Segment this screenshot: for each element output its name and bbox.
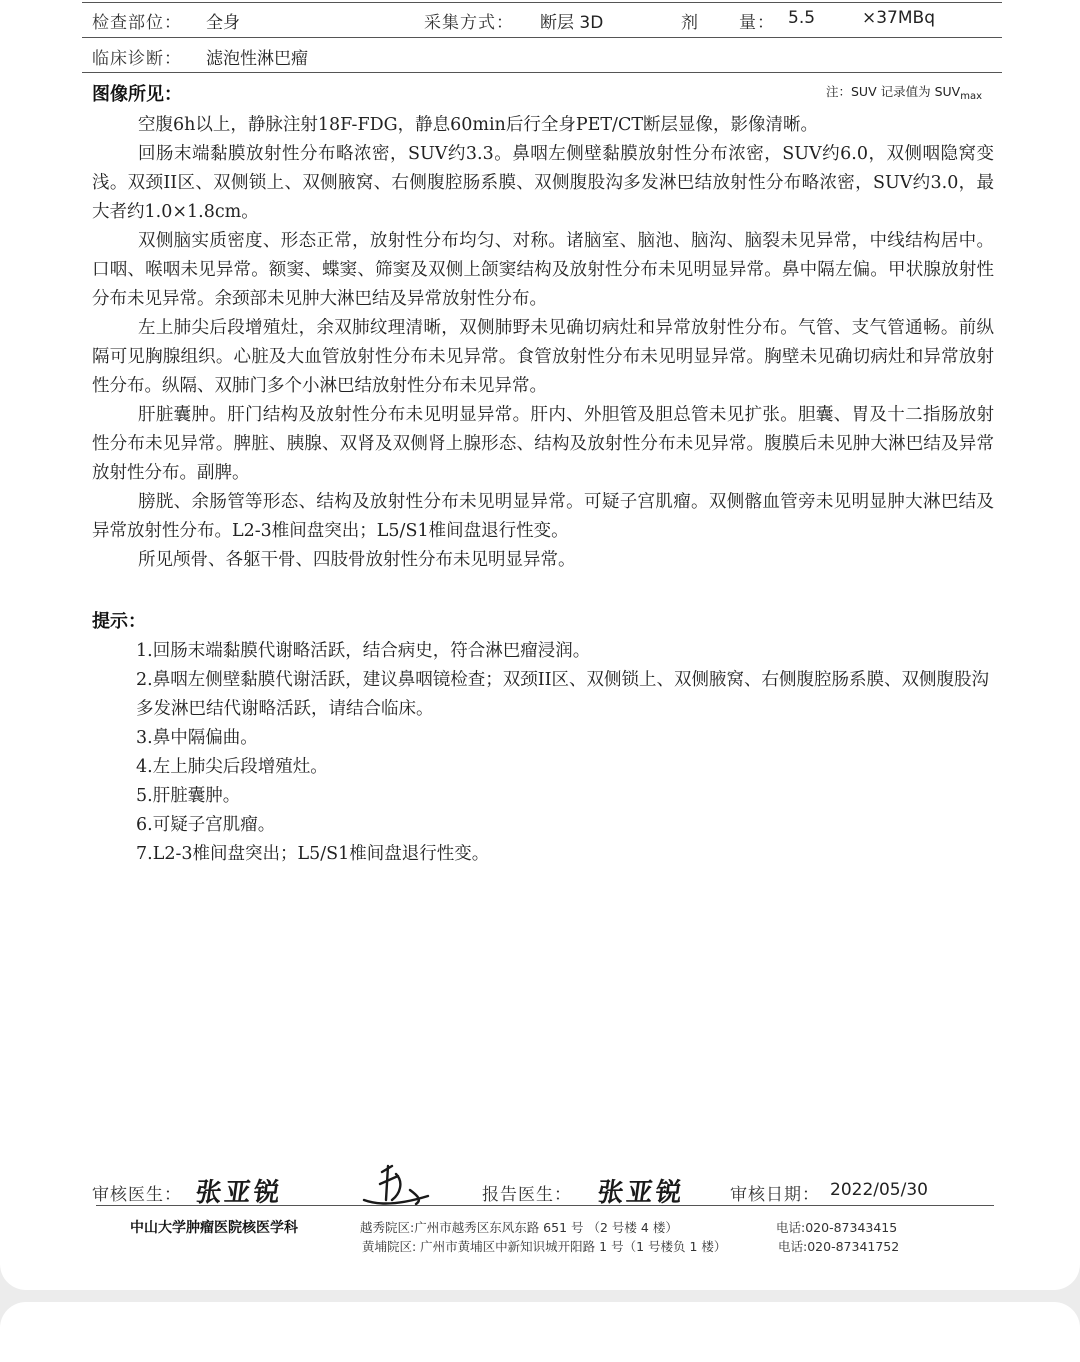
dose-unit: ×37MBq (862, 8, 935, 28)
suv-note-text: 注：SUV 记录值为 SUV (826, 84, 961, 99)
reviewer-label: 审核医生： (92, 1185, 182, 1205)
exam-site-value: 全身 (206, 13, 240, 33)
impression-item: 3.鼻中隔偏曲。 (136, 728, 258, 748)
review-date-value: 2022/05/30 (830, 1180, 928, 1200)
impression-item: 6.可疑子宫肌瘤。 (136, 815, 276, 835)
reviewer-signature: 张亚锐 (193, 1178, 285, 1208)
findings-paragraph: 膀胱、余肠管等形态、结构及放射性分布未见明显异常。可疑子宫肌瘤。双侧髂血管旁未见明显肿大淋巴结及异常放射性分布。L2-3椎间盘突出；L5/S1椎间盘退行性变。 (92, 492, 994, 541)
findings-paragraph: 肝脏囊肿。肝门结构及放射性分布未见明显异常。肝内、外胆管及胆总管未见扩张。胆囊、胃及十二指肠放射性分布未见异常。脾脏、胰腺、双肾及双侧肾上腺形态、结构及放射性分布未见异常。腹膜后未见肿大淋巴结及异常放射性分布。副脾。 (92, 405, 994, 483)
findings-paragraph: 左上肺尖后段增殖灶，余双肺纹理清晰，双侧肺野未见确切病灶和异常放射性分布。气管、支气管通畅。前纵隔可见胸腺组织。心脏及大血管放射性分布未见异常。食管放射性分布未见明显异常。胸壁未见确切病灶和异常放射性分布。纵隔、双肺门多个小淋巴结放射性分布未见异常。 (92, 318, 994, 396)
impression-item: 1.回肠末端黏膜代谢略活跃，结合病史，符合淋巴瘤浸润。 (136, 641, 591, 661)
findings-paragraph: 所见颅骨、各躯干骨、四肢骨放射性分布未见明显异常。 (138, 550, 576, 570)
dose-label-2: 量： (739, 13, 775, 33)
acquisition-label: 采集方式： (424, 13, 514, 33)
acquisition-value: 断层 3D (540, 13, 604, 33)
diagnosis-label: 临床诊断： (92, 49, 182, 69)
suv-note (826, 82, 982, 102)
header-bottom-rule (82, 72, 1002, 73)
dose-label: 剂 (681, 13, 699, 33)
impression-item: 2.鼻咽左侧壁黏膜代谢活跃，建议鼻咽镜检查；双颈II区、双侧锁上、双侧腋窝、右侧腹腔肠系膜、双侧腹股沟多发淋巴结代谢略活跃，请结合临床。 (136, 670, 990, 719)
campus-1-address: 越秀院区:广州市越秀区东风东路 651 号 （2 号楼 4 楼） (360, 1220, 678, 1235)
impression-item: 7.L2-3椎间盘突出；L5/S1椎间盘退行性变。 (136, 844, 490, 864)
impression-item: 5.肝脏囊肿。 (136, 786, 241, 806)
campus-2-phone: 电话:020-87341752 (778, 1239, 900, 1254)
next-page-edge (0, 1302, 1080, 1362)
diagnosis-value: 滤泡性淋巴瘤 (206, 49, 308, 69)
findings-paragraph: 双侧脑实质密度、形态正常，放射性分布均匀、对称。诸脑室、脑池、脑沟、脑裂未见异常，中线结构居中。口咽、喉咽未见异常。额窦、蝶窦、筛窦及双侧上颌窦结构及放射性分布未见明显异常。鼻中隔左偏。甲状腺放射性分布未见异常。余颈部未见肿大淋巴结及异常放射性分布。 (92, 231, 994, 309)
dose-value: 5.5 (788, 8, 816, 28)
reporter-signature: 张亚锐 (595, 1178, 687, 1208)
impression-item: 4.左上肺尖后段增殖灶。 (136, 757, 328, 777)
impression-title: 提示： (92, 611, 146, 632)
exam-site-label: 检查部位： (92, 13, 182, 33)
organization-name: 中山大学肿瘤医院核医学科 (130, 1220, 298, 1236)
review-date-label: 审核日期： (730, 1185, 820, 1205)
suv-note-subscript: max (960, 91, 983, 102)
findings-paragraph: 空腹6h以上，静脉注射18F-FDG，静息60min后行全身PET/CT断层显像，影像清晰。 (138, 115, 819, 135)
campus-2-address: 黄埔院区: 广州市黄埔区中新知识城开阳路 1 号（1 号楼负 1 楼） (362, 1239, 727, 1254)
reporter-label: 报告医生： (482, 1185, 572, 1205)
header-mid-rule (82, 37, 1002, 38)
findings-paragraph: 回肠末端黏膜放射性分布略浓密，SUV约3.3。鼻咽左侧壁黏膜放射性分布浓密，SUV约6.0，双侧咽隐窝变浅。双颈II区、双侧锁上、双侧腋窝、右侧腹腔肠系膜、双侧腹股沟多发淋巴结放射性分布略浓密，SUV约3.0，最大者约1.0×1.8cm。 (92, 144, 994, 222)
findings-title: 图像所见： (92, 84, 182, 105)
footer-rule (96, 1205, 994, 1206)
header-top-rule (82, 2, 1002, 3)
campus-1-phone: 电话:020-87343415 (776, 1220, 898, 1235)
